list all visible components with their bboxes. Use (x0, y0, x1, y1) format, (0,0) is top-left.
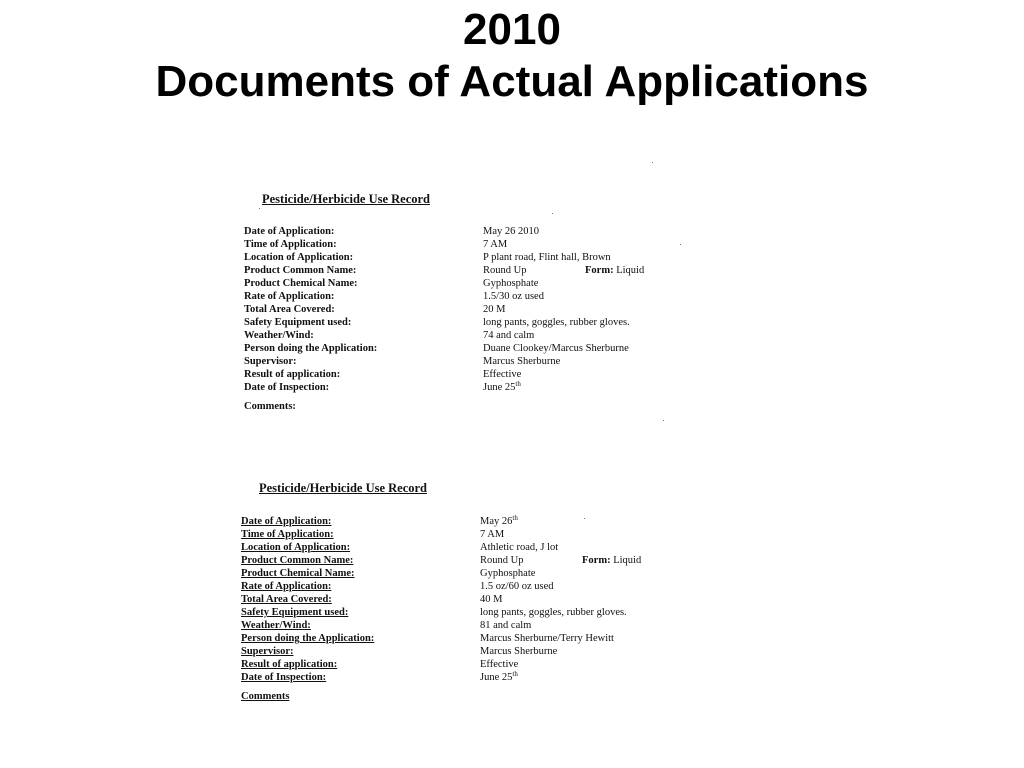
field-value-text: Marcus Sherburne (480, 646, 558, 657)
ordinal-suffix: th (515, 380, 521, 388)
field-value (480, 606, 627, 619)
record-field-row (241, 515, 681, 528)
field-value (483, 277, 538, 290)
record-field-row (244, 290, 684, 303)
field-value-text: Gyphosphate (483, 278, 539, 289)
field-label: Time of Application: (241, 529, 334, 540)
field-value (483, 290, 544, 303)
record-field-row (241, 606, 681, 619)
field-label: Supervisor: (241, 646, 294, 657)
field-label: Weather/Wind: (244, 330, 314, 341)
record-heading: Pesticide/Herbicide Use Record (259, 481, 428, 495)
record-field-row (244, 238, 684, 251)
comments-label: Comments (241, 691, 290, 702)
field-value (480, 632, 614, 645)
record-field-row (244, 355, 684, 368)
field-value-text: Round Up (483, 265, 527, 276)
field-value-text: May 26 (480, 516, 513, 527)
form-label: Form: (585, 265, 614, 276)
field-value (480, 541, 558, 554)
field-value (480, 567, 535, 580)
record-field-row (241, 580, 681, 593)
field-label: Product Common Name: (244, 265, 357, 276)
field-value (483, 381, 521, 394)
record-field-row (241, 632, 681, 645)
slide-title (0, 4, 1024, 108)
field-label: Rate of Application: (244, 291, 335, 302)
field-value-text: May 26 2010 (483, 226, 539, 237)
field-label: Person doing the Application: (241, 633, 375, 644)
field-value-text: 40 M (480, 594, 503, 605)
field-label: Date of Inspection: (241, 672, 327, 683)
title-year: 2010 (463, 5, 561, 54)
field-value-text: Effective (480, 659, 519, 670)
field-value-text: P plant road, Flint hall, Brown (483, 252, 611, 263)
record-field-row (241, 541, 681, 554)
field-value-text: 1.5/30 oz used (483, 291, 544, 302)
record-field-row (244, 368, 684, 381)
field-label: Location of Application: (244, 252, 354, 263)
field-label: Result of application: (241, 659, 338, 670)
record-field-row (244, 329, 684, 342)
record-field-row (244, 251, 684, 264)
ordinal-suffix: th (512, 514, 518, 522)
field-value-text: Marcus Sherburne (483, 356, 561, 367)
field-value (480, 580, 554, 593)
form-field (582, 554, 641, 567)
field-value-text: 81 and calm (480, 620, 532, 631)
field-label: Time of Application: (244, 239, 337, 250)
field-value-text: 1.5 oz/60 oz used (480, 581, 554, 592)
field-label: Total Area Covered: (244, 304, 335, 315)
field-value (480, 645, 557, 658)
field-value-text: Round Up (480, 555, 524, 566)
field-value-text: Athletic road, J lot (480, 542, 559, 553)
form-field (585, 264, 644, 277)
field-value (480, 554, 523, 567)
field-value-text: Gyphosphate (480, 568, 536, 579)
field-value (483, 303, 505, 316)
record-field-row (241, 528, 681, 541)
field-value-text: Effective (483, 369, 522, 380)
field-value-text: 20 M (483, 304, 506, 315)
form-value: Liquid (616, 265, 645, 276)
field-value-text: long pants, goggles, rubber gloves. (483, 317, 630, 328)
comments-label: Comments: (244, 401, 296, 412)
field-value (483, 264, 526, 277)
record-field-row (241, 645, 681, 658)
field-value (480, 515, 518, 528)
field-value-text: Marcus Sherburne/Terry Hewitt (480, 633, 614, 644)
field-value-text: 74 and calm (483, 330, 535, 341)
field-label: Safety Equipment used: (244, 317, 352, 328)
field-label: Rate of Application: (241, 581, 332, 592)
field-value (483, 342, 629, 355)
record-field-row (244, 264, 684, 277)
field-value-text: 7 AM (480, 529, 505, 540)
field-value (483, 355, 560, 368)
field-label: Date of Application: (241, 516, 332, 527)
field-label: Date of Application: (244, 226, 335, 237)
record-field-row (241, 619, 681, 632)
field-value (480, 593, 502, 606)
record-field-row (244, 303, 684, 316)
field-label: Total Area Covered: (241, 594, 332, 605)
record-field-row (244, 381, 684, 394)
field-value (483, 238, 507, 251)
field-label: Date of Inspection: (244, 382, 330, 393)
field-label: Supervisor: (244, 356, 297, 367)
form-value: Liquid (613, 555, 642, 566)
field-value-text: 7 AM (483, 239, 508, 250)
field-label: Safety Equipment used: (241, 607, 349, 618)
field-value-text: June 25 (480, 672, 513, 683)
record-field-row (241, 554, 681, 567)
field-value (480, 528, 504, 541)
ordinal-suffix: th (512, 670, 518, 678)
form-label: Form: (582, 555, 611, 566)
record-field-row (241, 658, 681, 671)
field-value-text: June 25 (483, 382, 516, 393)
field-label: Result of application: (244, 369, 341, 380)
field-value-text: Duane Clookey/Marcus Sherburne (483, 343, 629, 354)
field-label: Person doing the Application: (244, 343, 378, 354)
title-main: Documents of Actual Applications (155, 57, 869, 106)
record-field-row (241, 671, 681, 684)
record-heading: Pesticide/Herbicide Use Record (262, 192, 431, 206)
field-value-text: long pants, goggles, rubber gloves. (480, 607, 627, 618)
record-field-row (244, 342, 684, 355)
field-label: Weather/Wind: (241, 620, 311, 631)
field-label: Location of Application: (241, 542, 351, 553)
field-label: Product Chemical Name: (244, 278, 358, 289)
record-field-row (244, 225, 684, 238)
field-value (480, 671, 518, 684)
record-field-row (244, 316, 684, 329)
field-value (483, 251, 611, 264)
record-field-row (241, 593, 681, 606)
record-field-row (241, 567, 681, 580)
field-label: Product Common Name: (241, 555, 354, 566)
field-value (483, 225, 539, 238)
field-label: Product Chemical Name: (241, 568, 355, 579)
field-value (483, 316, 630, 329)
field-value (480, 619, 531, 632)
record-field-row (244, 277, 684, 290)
field-value (483, 329, 534, 342)
